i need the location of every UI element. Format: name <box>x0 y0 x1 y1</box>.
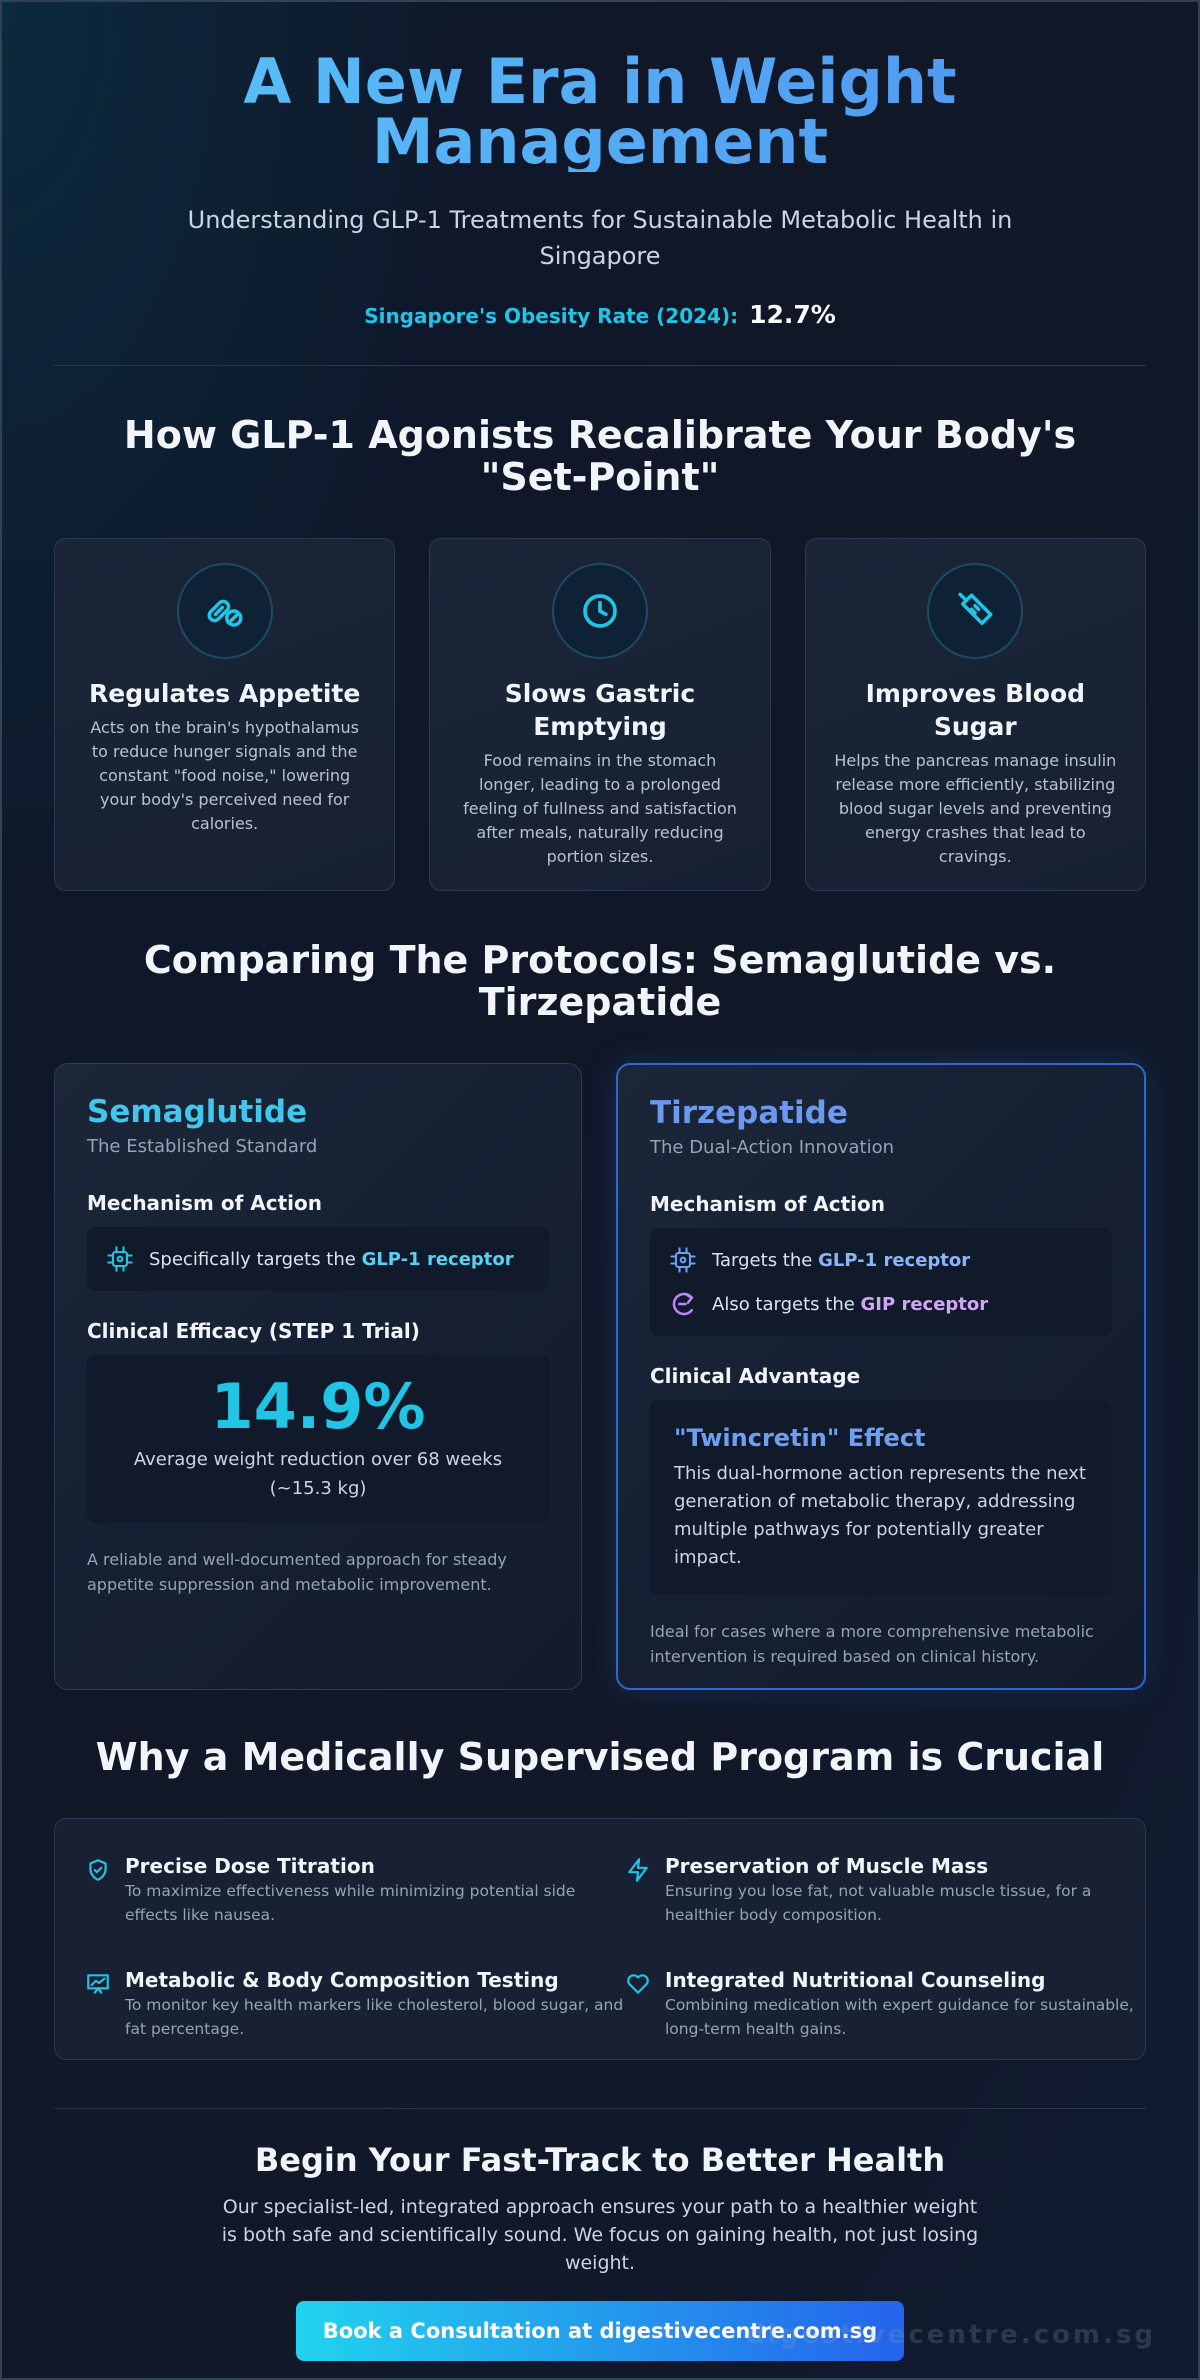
why-item <box>625 1967 1145 2059</box>
advantage-text: This dual-hormone action represents the next generation of metabolic therapy, addressing multiple pathways for potentially greater impact. <box>674 1463 1086 1568</box>
semaglutide-card <box>54 1063 582 1690</box>
why-item-title: Integrated Nutritional Counseling <box>665 1968 1046 1992</box>
page-title <box>2 45 1198 178</box>
receptor-name: GLP-1 receptor <box>361 1248 514 1270</box>
obesity-rate-stat <box>2 300 1198 329</box>
pills-icon <box>177 563 273 659</box>
chip-icon <box>668 1246 698 1274</box>
why-item-text: To monitor key health markers like cholesterol, blood sugar, and fat percentage. <box>125 1996 624 2038</box>
stat-label: Singapore's Obesity Rate (2024): <box>364 304 739 328</box>
receptor-name: GIP receptor <box>860 1293 989 1315</box>
title-line-2: Management <box>371 105 829 178</box>
why-item-text: Combining medication with expert guidance for sustainable, long-term health gains. <box>665 1996 1134 2038</box>
page-subtitle: Understanding GLP-1 Treatments for Sustainable Metabolic Health in Singapore <box>187 206 1013 270</box>
lightning-icon <box>625 1853 651 1945</box>
cta-text: Our specialist-led, integrated approach ensures your path to a healthier weight is both safe and scientifically sound. We focus on gaining health, not just losing weight. <box>221 2196 979 2274</box>
mechanism-heading: Mechanism of Action <box>87 1191 322 1215</box>
protocol-tagline: The Dual-Action Innovation <box>650 1137 894 1158</box>
protocol-note: Ideal for cases where a more comprehensive metabolic intervention is required based on clinical history. <box>650 1622 1094 1666</box>
hormone-icon <box>668 1289 698 1319</box>
protocol-name: Semaglutide <box>87 1094 308 1130</box>
why-item-title: Precise Dose Titration <box>125 1854 375 1878</box>
why-item <box>625 1853 1145 1945</box>
shield-check-icon <box>85 1853 111 1945</box>
mechanism-row <box>105 1237 531 1281</box>
why-title: Why a Medically Supervised Program is Crucial <box>95 1735 1105 1779</box>
hero-header <box>2 2 1198 329</box>
title-line-1: A New Era in Weight <box>243 45 957 118</box>
heart-icon <box>625 1967 651 2059</box>
mechanism-text: Targets the <box>712 1249 819 1271</box>
why-box <box>54 1818 1146 2060</box>
mechanism-row <box>668 1238 1094 1282</box>
why-item-text: Ensuring you lose fat, not valuable muscle tissue, for a healthier body composition. <box>665 1882 1092 1924</box>
divider <box>54 365 1146 366</box>
syringe-icon <box>927 563 1023 659</box>
clock-icon <box>552 563 648 659</box>
mechanism-card-blood-sugar <box>805 538 1146 891</box>
chart-board-icon <box>85 1967 111 2059</box>
efficacy-description <box>87 1445 549 1503</box>
mechanism-box <box>650 1228 1112 1336</box>
cta-title: Begin Your Fast-Track to Better Health <box>254 2141 946 2179</box>
divider <box>54 2108 1146 2109</box>
watermark: digestivecentre.com.sg <box>746 2320 1156 2350</box>
chip-icon <box>105 1245 135 1273</box>
why-item <box>85 1967 625 2059</box>
efficacy-kg: (~15.3 kg) <box>269 1478 367 1499</box>
mechanism-text: Also targets the <box>712 1293 861 1315</box>
compare-title: Comparing The Protocols: Semaglutide vs. Tirzepatide <box>143 938 1057 1024</box>
advantage-title: "Twincretin" Effect <box>674 1424 926 1452</box>
book-consultation-button[interactable]: Book a Consultation at digestivecentre.com.sg <box>296 2301 904 2361</box>
advantage-box <box>650 1400 1112 1595</box>
why-item <box>85 1853 625 1945</box>
efficacy-heading: Clinical Efficacy (STEP 1 Trial) <box>87 1319 420 1343</box>
mechanism-box <box>87 1227 549 1291</box>
efficacy-value: 14.9% <box>210 1370 426 1443</box>
why-item-title: Metabolic & Body Composition Testing <box>125 1968 559 1992</box>
why-item-text: To maximize effectiveness while minimizing potential side effects like nausea. <box>125 1882 576 1924</box>
protocol-tagline: The Established Standard <box>87 1136 318 1157</box>
protocol-name: Tirzepatide <box>650 1095 848 1131</box>
why-item-title: Preservation of Muscle Mass <box>665 1854 989 1878</box>
mechanism-row <box>668 1282 1094 1326</box>
mechanisms-title: How GLP-1 Agonists Recalibrate Your Body's "Set-Point" <box>123 413 1077 499</box>
mechanism-heading: Mechanism of Action <box>650 1192 885 1216</box>
card-text: Acts on the brain's hypothalamus to reduce hunger signals and the constant "food noise," lowering your body's perceived need for calories. <box>90 718 359 833</box>
mechanism-text: Specifically targets the <box>149 1248 362 1270</box>
stat-value: 12.7% <box>749 300 836 329</box>
efficacy-desc-line: Average weight reduction over 68 weeks <box>133 1449 503 1470</box>
card-title: Regulates Appetite <box>88 679 361 708</box>
card-title: Slows Gastric Emptying <box>504 679 696 741</box>
efficacy-box <box>87 1355 549 1523</box>
mechanism-card-gastric <box>429 538 770 891</box>
protocol-note: A reliable and well-documented approach for steady appetite suppression and metabolic improvement. <box>87 1550 507 1594</box>
advantage-heading: Clinical Advantage <box>650 1364 861 1388</box>
card-title: Improves Blood Sugar <box>865 679 1086 741</box>
card-text: Food remains in the stomach longer, leading to a prolonged feeling of fullness and satisfaction after meals, naturally reducing portion sizes. <box>463 751 737 866</box>
tirzepatide-card <box>616 1063 1146 1690</box>
card-text: Helps the pancreas manage insulin release more efficiently, stabilizing blood sugar levels and preventing energy crashes that lead to cravings. <box>834 751 1117 866</box>
receptor-name: GLP-1 receptor <box>818 1249 971 1271</box>
mechanism-card-appetite <box>54 538 395 891</box>
